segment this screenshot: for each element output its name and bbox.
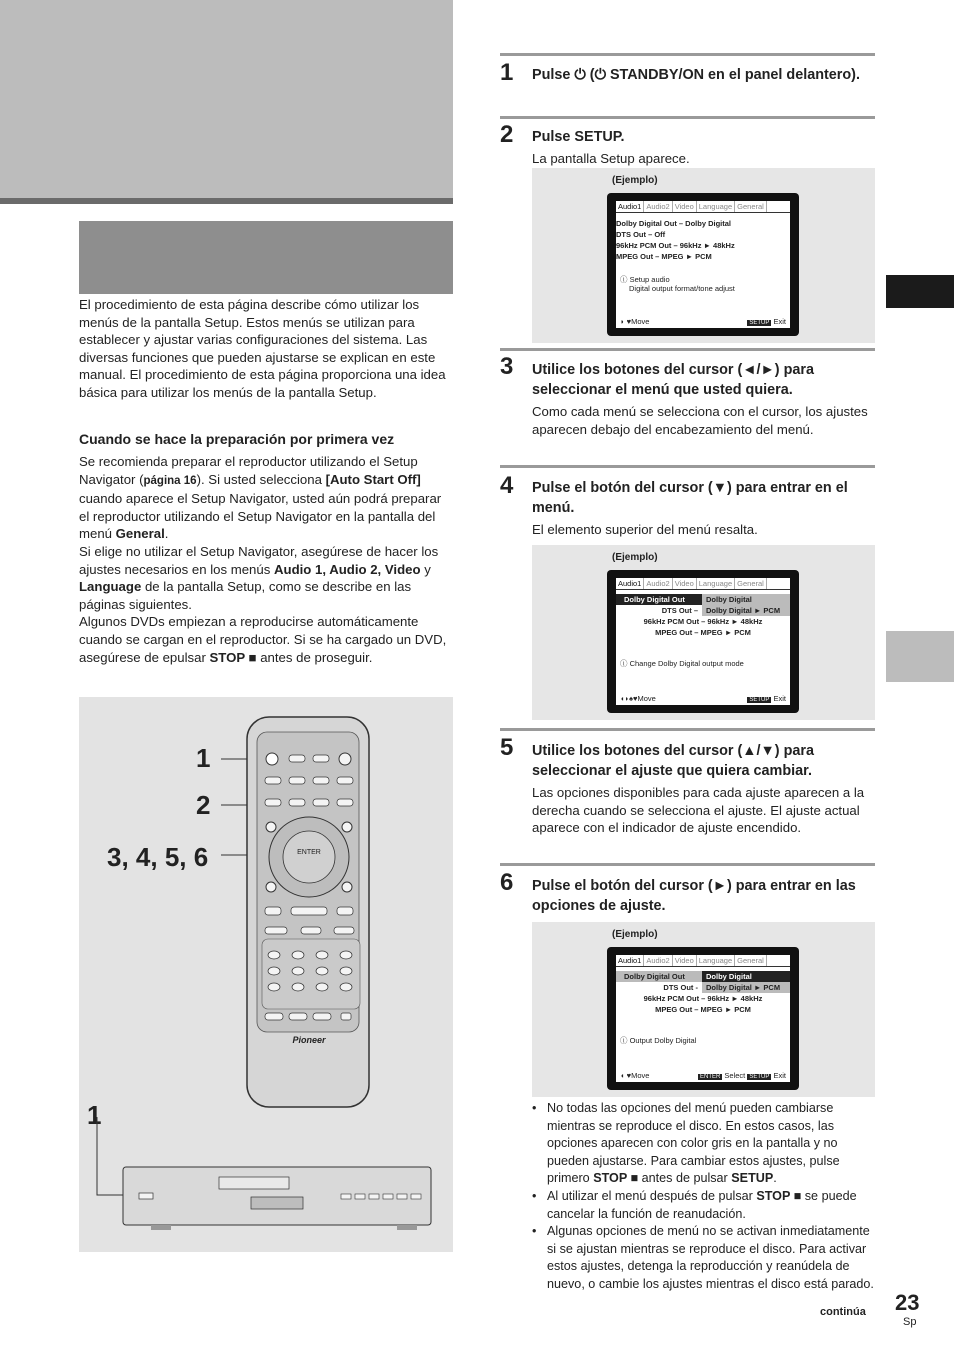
example-screen-2 <box>532 545 875 720</box>
tab-language: Language <box>697 578 735 589</box>
menu-line: DTS Out – <box>661 606 698 615</box>
step4-body: El elemento superior del menú resalta. <box>532 522 758 537</box>
select-label: Select <box>724 1071 746 1080</box>
move-label: Move <box>631 1071 650 1080</box>
callout-3456: 3, 4, 5, 6 <box>107 842 209 872</box>
step5-number: 5 <box>500 734 514 761</box>
step4-number: 4 <box>500 472 514 499</box>
menu-line: DTS Out – Off <box>616 230 666 239</box>
remote-illustration <box>79 697 453 1252</box>
menu-line: MPEG Out – MPEG ► PCM <box>655 628 751 637</box>
info-icon: ⓘ <box>620 275 628 284</box>
first-time-heading: Cuando se hace la preparación por primera vez <box>79 431 395 447</box>
tab-video: Video <box>673 578 697 589</box>
side-tab-dark <box>886 275 954 308</box>
menu-item-highlighted: Dolby Digital Out <box>616 594 702 605</box>
step3-number: 3 <box>500 353 514 380</box>
step3-heading: Utilice los botones del cursor (◄/►) para seleccionar el menú que usted quiera. <box>532 362 814 398</box>
tab-audio2: Audio2 <box>644 201 672 212</box>
tv-frame <box>607 193 799 336</box>
rule-step3 <box>500 348 875 351</box>
rule-step4 <box>500 465 875 468</box>
tab-audio2: Audio2 <box>644 955 672 966</box>
setup-tabs <box>616 578 790 590</box>
menu-line: MPEG Out – MPEG ► PCM <box>655 1005 751 1014</box>
enter-key: ENTER <box>699 1074 721 1080</box>
setup-screen <box>616 201 790 328</box>
header-gray-block <box>0 0 453 204</box>
info-text: Change Dolby Digital output mode <box>629 659 744 668</box>
callout-1-player: 1 <box>87 1100 102 1130</box>
first-time-body: Se recomienda preparar el reproductor utilizando el Setup Navigator (página 16). Si usted selecciona [Auto Start Off] cuando aparece el Setup Navigator, usted aún podrá preparar el reproductor utilizando el Setup Navigator en la pantalla del menú General. Si elige no utilizar el Setup Navigator, asegúrese de hacer los ajustes necesarios en los menús Audio 1, Audio 2, Video y Language de la pantalla Setup, como se describe en las páginas siguientes. Algunos DVDs empiezan a reproducirse automáticamente cuando se cargan en el reproductor. Si se ha cargado un DVD, asegúrese de epulsar STOP ■ antes de proseguir. <box>79 454 447 665</box>
setup-screen <box>616 578 790 705</box>
menu-line: Dolby Digital Out – Dolby Digital <box>616 219 732 228</box>
cursor-icon: ◗ ♥ <box>620 317 632 326</box>
exit-label: Exit <box>773 317 786 326</box>
side-tab-gray <box>886 631 954 682</box>
move-label: Move <box>631 317 650 326</box>
tab-audio1: Audio1 <box>616 578 644 589</box>
rule-step1 <box>500 53 875 56</box>
step5-body: Las opciones disponibles para cada ajuste aparecen a la derecha cuando se selecciona el ajuste. El ajuste actual aparece con el indicador de ajuste encendido. <box>532 785 865 836</box>
svg-text:ENTER: ENTER <box>297 849 321 856</box>
option-item: Dolby Digital ► PCM <box>702 982 790 993</box>
step1-heading: Pulse ⏻ (⏻ STANDBY/ON en el panel delantero). <box>532 67 860 83</box>
cursor-icon: ◖ ♥ <box>620 1071 632 1080</box>
exit-label: Exit <box>773 694 786 703</box>
notes-list <box>532 1100 877 1294</box>
tab-general: General <box>735 201 767 212</box>
example-label: (Ejemplo) <box>612 175 658 186</box>
tab-video: Video <box>673 955 697 966</box>
callout-1: 1 <box>196 743 211 773</box>
exit-label: Exit <box>773 1071 786 1080</box>
move-label: Move <box>637 694 656 703</box>
tab-general: General <box>735 578 767 589</box>
tv-frame <box>607 947 799 1090</box>
step2-body: La pantalla Setup aparece. <box>532 151 690 166</box>
step2-number: 2 <box>500 121 514 148</box>
section-title-box <box>79 221 453 294</box>
step2-heading: Pulse SETUP. <box>532 129 625 145</box>
step1-number: 1 <box>500 59 514 86</box>
menu-line: MPEG Out – MPEG ► PCM <box>616 252 712 261</box>
continued-label: continúa <box>820 1306 866 1318</box>
setup-tabs <box>616 201 790 213</box>
option-highlighted: Dolby Digital <box>702 971 790 982</box>
info-icon: ⓘ <box>620 1036 628 1045</box>
menu-item-selected: Dolby Digital Out <box>616 971 702 982</box>
step6-number: 6 <box>500 869 514 896</box>
info-text: Setup audio <box>629 275 670 284</box>
example-screen-3 <box>532 922 875 1097</box>
cursor-icon: ◖◗♠♥ <box>620 694 638 703</box>
rule-step5 <box>500 728 875 731</box>
info-text: Output Dolby Digital <box>629 1036 697 1045</box>
note-item: • Al utilizar el menú después de pulsar STOP ■ se puede cancelar la función de reanudación. <box>532 1188 877 1223</box>
setup-key: SETUP <box>749 697 770 703</box>
tv-frame <box>607 570 799 713</box>
tab-general: General <box>735 955 767 966</box>
note-item: • No todas las opciones del menú pueden cambiarse mientras se reproduce el disco. En estos casos, las opciones aparecen con color gris en la pantalla y no pueden ajustarse. Para cambiar estos ajustes, pulse primero STOP ■ antes de pulsar SETUP. <box>532 1100 877 1188</box>
tab-audio2: Audio2 <box>644 578 672 589</box>
tab-video: Video <box>673 201 697 212</box>
svg-text:Pioneer: Pioneer <box>292 1035 326 1045</box>
setup-screen <box>616 955 790 1082</box>
step6-heading: Pulse el botón del cursor (►) para entrar en las opciones de ajuste. <box>532 878 856 914</box>
tab-language: Language <box>697 201 735 212</box>
menu-line: DTS Out - <box>663 983 698 992</box>
setup-tabs <box>616 955 790 967</box>
menu-line: 96kHz PCM Out – 96kHz ► 48kHz <box>643 617 763 626</box>
example-label: (Ejemplo) <box>612 552 658 563</box>
setup-key: SETUP <box>749 320 770 326</box>
step4-heading: Pulse el botón del cursor (▼) para entrar en el menú. <box>532 480 848 516</box>
info-text-2: Digital output format/tone adjust <box>629 284 735 293</box>
remote-and-player-drawing <box>79 697 453 1252</box>
example-label: (Ejemplo) <box>612 929 658 940</box>
note-item: • Algunas opciones de menú no se activan inmediatamente si se ajustan mientras se reproduce el disco. Para activar estos ajustes, detenga la reproducción y reanúdela de nuevo, o cambie los ajustes mientras el disco está parado. <box>532 1223 877 1293</box>
tab-language: Language <box>697 955 735 966</box>
language-code: Sp <box>903 1316 917 1328</box>
example-screen-1 <box>532 168 875 343</box>
callout-2: 2 <box>196 790 211 820</box>
menu-line: 96kHz PCM Out – 96kHz ► 48kHz <box>616 241 735 250</box>
option-current: Dolby Digital <box>702 594 790 605</box>
step3-body: Como cada menú se selecciona con el cursor, los ajustes aparecen debajo del encabezamiento del menú. <box>532 404 868 437</box>
tab-audio1: Audio1 <box>616 955 644 966</box>
step5-heading: Utilice los botones del cursor (▲/▼) para seleccionar el ajuste que quiera cambiar. <box>532 743 814 779</box>
tab-audio1: Audio1 <box>616 201 644 212</box>
rule-step6 <box>500 863 875 866</box>
page-number: 23 <box>895 1290 920 1315</box>
info-icon: ⓘ <box>620 659 628 668</box>
intro-paragraph: El procedimiento de esta página describe cómo utilizar los menús de la pantalla Setup. Estos menús se utilizan para establecer y ajustar varias configuraciones del sistema. Las diversas funciones que pueden ajustarse se explican en este manual. El procedimiento de esta página proporciona una idea básica para utilizar los menús de la pantalla Setup. <box>79 297 446 400</box>
menu-line: 96kHz PCM Out – 96kHz ► 48kHz <box>643 994 763 1003</box>
rule-step2 <box>500 116 875 119</box>
option-item: Dolby Digital ► PCM <box>702 605 790 616</box>
setup-key: SETUP <box>749 1074 770 1080</box>
